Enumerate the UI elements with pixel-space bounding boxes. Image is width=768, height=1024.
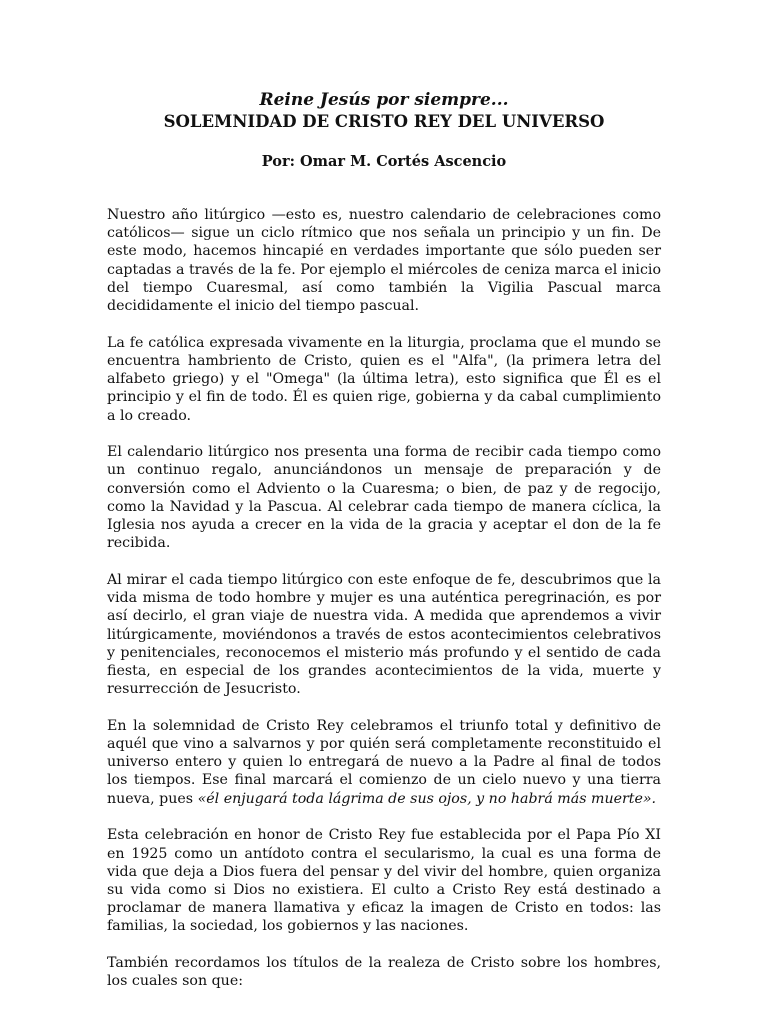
document-subtitle: Reine Jesús por siempre... (259, 90, 509, 110)
document-title: SOLEMNIDAD DE CRISTO REY DEL UNIVERSO (163, 112, 605, 131)
author-line: Por: Omar M. Cortés Ascencio (261, 153, 507, 170)
paragraph-6: Esta celebración en honor de Cristo Rey fue establecida por el Papa Pío XI en 1925 como un antídoto contra el secularismo, la cual es una forma de vida que deja a Dios fuera del pensar y del vivir del hombre, quien organiza su vida como si Dios no existiera. El culto a Cristo Rey está destinado a proclamar de manera llamativa y eficaz la imagen de Cristo en todos: las familias, la sociedad, los gobiernos y las naciones. (107, 827, 661, 935)
paragraph-1: Nuestro año litúrgico —esto es, nuestro calendario de celebraciones como católicos— sigue un ciclo rítmico que nos señala un principio y un fin. De este modo, hacemos hincapié en verdades importante que sólo pueden ser captadas a través de la fe. Por ejemplo el miércoles de ceniza marca el inicio del tiempo Cuaresmal, así como también la Vigilia Pascual marca decididamente el inicio del tiempo pascual. (107, 207, 661, 315)
paragraph-2: La fe católica expresada vivamente en la liturgia, proclama que el mundo se encuentra hambriento de Cristo, quien es el "Alfa", (la primera letra del alfabeto griego) y el "Omega" (la última letra), esto significa que Él es el principio y el fin de todo. Él es quien rige, gobierna y da cabal cumplimiento a lo creado. (107, 334, 661, 424)
paragraph-5-text: En la solemnidad de Cristo Rey celebramos el triunfo total y definitivo de aquél que vino a salvarnos y por quién será completamente reconstituido el universo entero y quien lo entregará de nuevo a la Padre al final de todos los tiempos. Ese final marcará el comienzo de un cielo nuevo y una tierra nueva, pues (107, 717, 661, 807)
paragraph-4: Al mirar el cada tiempo litúrgico con este enfoque de fe, descubrimos que la vida misma de todo hombre y mujer es una auténtica peregrinación, es por así decirlo, el gran viaje de nuestra vida. A medida que aprendemos a vivir litúrgicamente, moviéndonos a través de estos acontecimientos celebrativos y penitenciales, reconocemos el misterio más profundo y el sentido de cada fiesta, en especial de los grandes acontecimientos de la vida, muerte y resurrección de Jesucristo. (107, 571, 661, 698)
paragraph-5-quote: «él enjugará toda lágrima de sus ojos, y no habrá más muerte». (197, 790, 657, 807)
paragraph-5 (107, 717, 661, 808)
document-body (107, 206, 661, 1009)
paragraph-3: El calendario litúrgico nos presenta una forma de recibir cada tiempo como un continuo regalo, anunciándonos un mensaje de preparación y de conversión como el Adviento o la Cuaresma; o bien, de paz y de regocijo, como la Navidad y la Pascua. Al celebrar cada tiempo de manera cíclica, la Iglesia nos ayuda a crecer en la vida de la gracia y aceptar el don de la fe recibida. (107, 444, 661, 552)
paragraph-7: También recordamos los títulos de la realeza de Cristo sobre los hombres, los cuales son que: (107, 955, 661, 990)
document-header (0, 90, 768, 134)
